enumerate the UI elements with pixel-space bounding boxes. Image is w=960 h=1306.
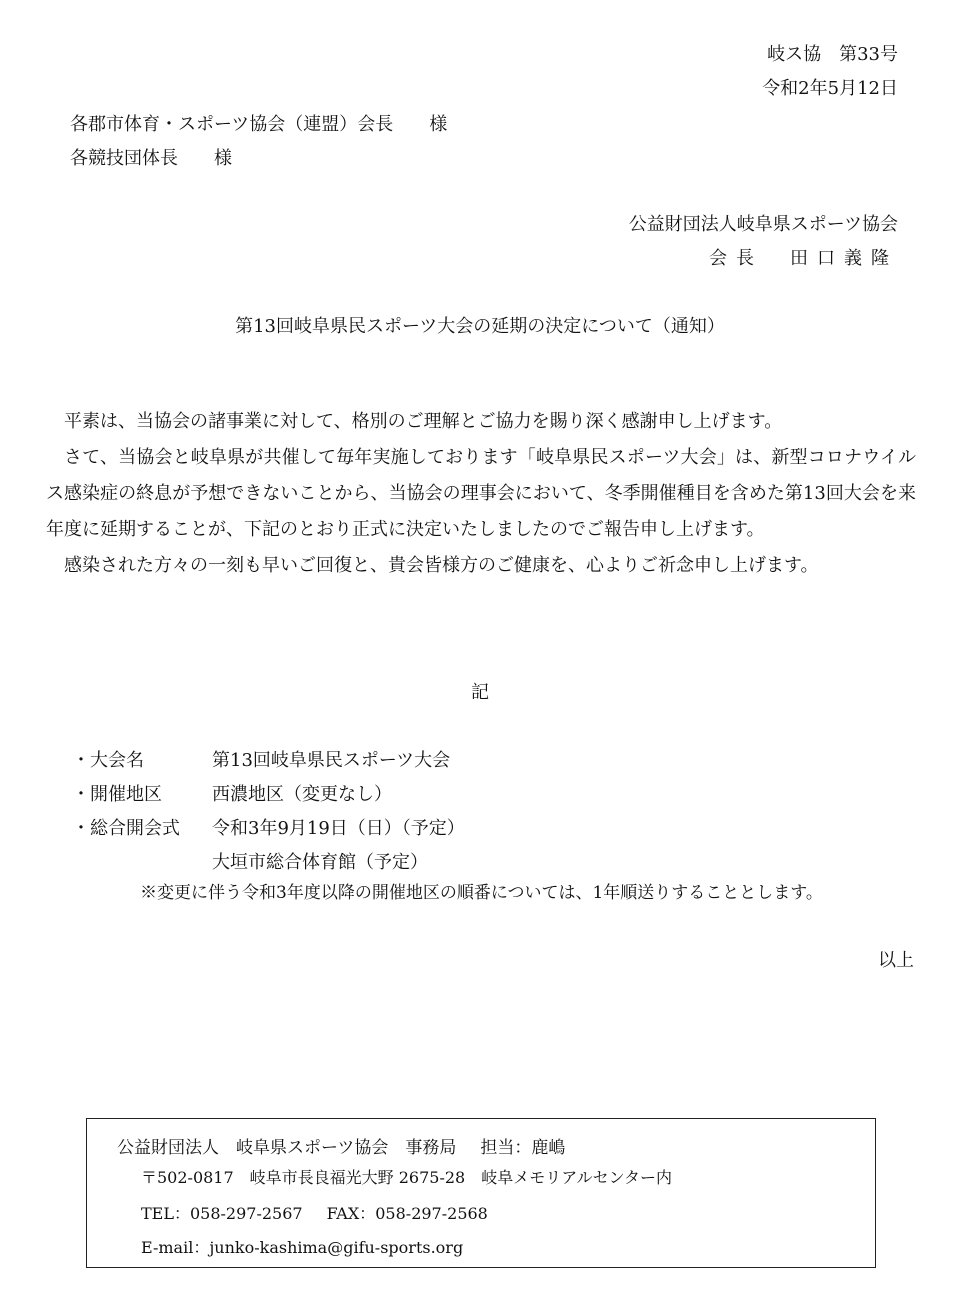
document-title: 第13回岐阜県民スポーツ大会の延期の決定について（通知） — [235, 316, 725, 337]
addressee-line: 各競技団体長 様 — [70, 148, 232, 169]
detail-value: 第13回岐阜県民スポーツ大会 — [212, 750, 451, 771]
details-list — [72, 744, 465, 880]
contact-office-line — [117, 1133, 565, 1158]
body-text — [46, 404, 916, 584]
detail-item — [72, 812, 465, 846]
sender-name: 会長 田口義隆 — [709, 248, 898, 269]
contact-email[interactable]: E-mail：junko-kashima@gifu-sports.org — [141, 1238, 464, 1257]
detail-label: ・大会名 — [72, 750, 144, 771]
contact-address: 〒502-0817 岐阜市長良福光大野 2675-28 岐阜メモリアルセンター内 — [141, 1168, 672, 1187]
detail-item — [72, 778, 465, 812]
body-paragraph: 平素は、当協会の諸事業に対して、格別のご理解とご協力を賜り深く感謝申し上げます。 — [64, 411, 783, 432]
closing-mark: 以上 — [878, 950, 914, 971]
detail-item — [72, 744, 465, 778]
venue-line: 大垣市総合体育館（予定） — [212, 852, 428, 873]
detail-label: ・総合開会式 — [72, 818, 180, 839]
contact-person: 担当：鹿嶋 — [480, 1138, 566, 1158]
ki-heading: 記 — [471, 682, 489, 703]
detail-value: 令和3年9月19日（日）（予定） — [212, 818, 465, 839]
detail-label: ・開催地区 — [72, 784, 162, 805]
contact-tel: TEL：058-297-2567 — [141, 1204, 303, 1223]
body-paragraph: 感染された方々の一刻も早いご回復と、貴会皆様方のご健康を、心よりご祈念申し上げます。 — [64, 555, 819, 576]
contact-box — [86, 1118, 876, 1268]
document-date: 令和2年5月12日 — [762, 78, 898, 99]
document-number: 岐ス協 第33号 — [767, 44, 898, 65]
change-note: ※変更に伴う令和3年度以降の開催地区の順番については、1年順送りすることとします。 — [140, 883, 823, 903]
detail-value: 西濃地区（変更なし） — [212, 784, 392, 805]
contact-phone-line — [141, 1201, 488, 1224]
addressee-line: 各郡市体育・スポーツ協会（連盟）会長 様 — [70, 114, 448, 135]
sender-organization: 公益財団法人岐阜県スポーツ協会 — [628, 214, 898, 235]
contact-fax: FAX：058-297-2568 — [326, 1204, 488, 1223]
body-paragraph: さて、当協会と岐阜県が共催して毎年実施しております「岐阜県民スポーツ大会」は、新型コロナウイルス感染症の終息が予想できないことから、当協会の理事会において、冬季開催種目を含めた第13回大会を来年度に延期することが、下記のとおり正式に決定いたしましたのでご報告申し上げます。 — [46, 447, 916, 540]
contact-office: 公益財団法人 岐阜県スポーツ協会 事務局 — [117, 1138, 457, 1158]
